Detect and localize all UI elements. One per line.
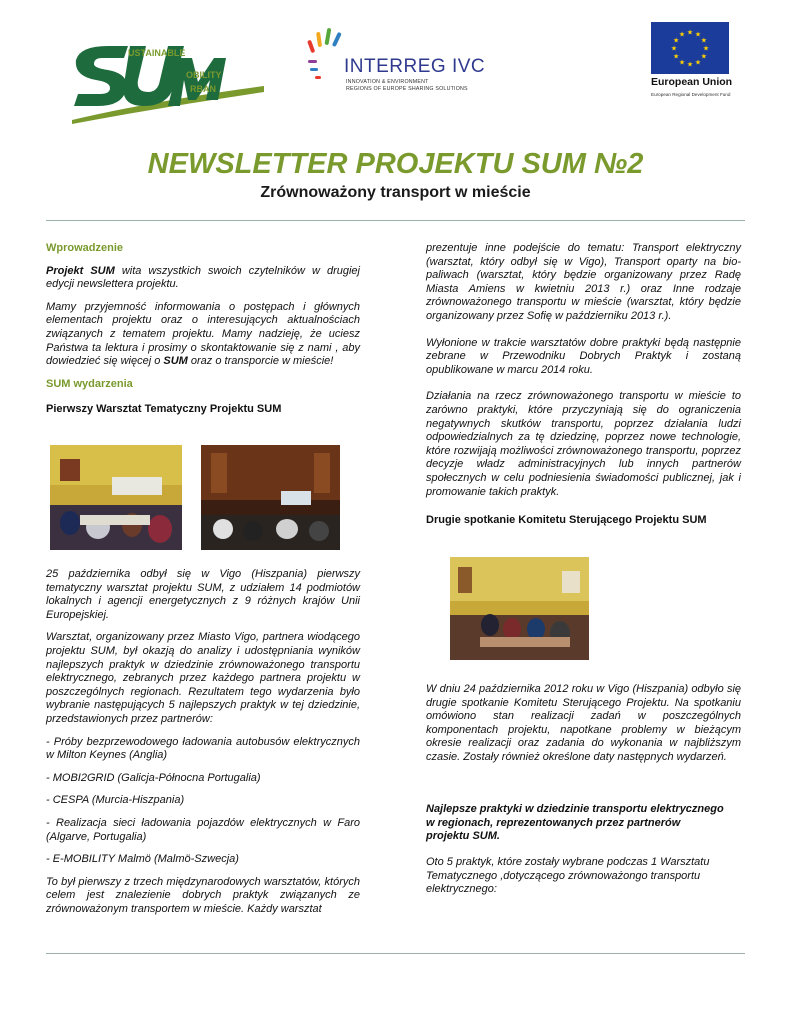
interreg-title: INTERREG IVC [344,56,486,77]
actions-paragraph: Działania na rzecz zrównoważonego transportu w mieście to zarówno praktyki, które przyczyniają się do ograniczenia negatywnych skutków transportu, poprzez działania ludzi odpowiedzialnych za tę dziedzinę, poprzez nowe technologie, które rozwijają możliwości zrównoważonego transportu, poprzez decyzje władz administracyjnych lub innych partnerów społecznych w celu podniesienia świadomości publicznej, jak i promowanie takich praktyk. [426,390,741,498]
eu-flag-icon [651,22,729,74]
eu-star-icon: ★ [673,53,680,61]
interreg-subtitle-1: INNOVATION & ENVIRONMENT [346,79,429,85]
eu-star-icon: ★ [700,37,707,45]
eu-star-icon: ★ [678,31,686,39]
five-practices-intro [426,856,756,897]
workshop-heading: Pierwszy Warsztat Tematyczny Projektu SUM [46,403,282,416]
intro-paragraph-2 [46,301,360,369]
best-practices-heading-line-1: Najlepsze praktyki w dziedzinie transportu elektrycznego [426,803,724,815]
left-column-bottom [46,568,360,925]
committee-heading: Drugie spotkanie Komitetu Sterującego Projektu SUM [426,514,707,526]
vigo-paragraph: 25 października odbył się w Vigo (Hiszpania) pierwszy tematyczny warsztat projektu SUM, z udziałem 14 podmiotów lokalnych i agencji energetycznych z 9 różnych krajów Unii Europejskiej. [46,568,360,621]
eu-star-icon: ★ [686,29,694,37]
workshop-photo-2 [201,445,340,550]
five-practices-line-3: elektrycznego: [426,883,497,896]
eu-star-icon: ★ [694,59,702,67]
eu-logo [651,22,731,100]
continuation-paragraph: prezentuje inne podejście do tematu: Transport elektryczny (warsztat, który odbył się w Vigo), Transport oparty na bio-paliwach (warsztat, który będzie organizowany przez Radę Miasta Amiens w kwietniu 2013 r.) oraz Inne rodzaje zrównoważonego transportu w mieście (warsztat, który będzie organizowany przez Sofię w październiku 2013 r.). [426,242,741,322]
first-workshop-paragraph: To był pierwszy z trzech międzynarodowych warsztatów, których celem jest znalezienie dobrych praktyk związanych ze zrównoważonym transportem w mieście. Każdy warsztat [46,875,360,915]
eu-star-icon: ★ [694,31,702,39]
eu-name: European Union [651,76,733,88]
best-practices-heading [426,803,756,844]
right-column-top [426,242,741,508]
sum-logo [68,40,268,124]
eu-star-icon: ★ [686,61,694,69]
eu-star-icon: ★ [678,59,686,67]
practice-item-1: - Próby bezprzewodowego ładowania autobusów elektrycznych w Milton Keynes (Anglia) [46,735,360,762]
intro-p2-text-a: Mamy przyjemność informowania o postępach i głównych elementach projektu oraz o interesujących aktualnościach związanych z tematem projektu. Mamy nadzieję, że uciesz Państwa ta lektura i prosimy o skontaktowanie się z nami , aby dowiedzieć się więcej o [46,300,360,368]
workshop-paragraph: Warsztat, organizowany przez Miasto Vigo, partnera wiodącego projektu SUM, był okazją do analizy i udostępniania wyników najlepszych praktyk w dziedzinie zrównoważonego transportu elektrycznego, zebranych przez każdego partnera projektu w poszczególnych regionach. Rezultatem tego wydarzenia było wybranie następujących 5 najlepszych praktyk w tej dziedzinie, przedstawionych przez partnerów: [46,631,360,725]
events-heading: SUM wydarzenia [46,377,133,390]
sum-logo-mobility: OBILITY [186,70,222,80]
intro-p1-text: wita wszystkich swoich czytelników w drugiej edycji newslettera projektu. [46,264,360,291]
interreg-subtitle-2: REGIONS OF EUROPE SHARING SOLUTIONS [346,86,468,92]
committee-paragraph: W dniu 24 października 2012 roku w Vigo (Hiszpania) odbyło się drugie spotkanie Komitetu Sterującego Projektu. Na spotkaniu omówiono stan realizacji zadań w poszczególnych komponentach projektu, napotkane problemy w bieżącym okresie realizacji oraz zadania do wykonania w najbliższym czasie. Zostały również określone daty następnych wydarzeń. [426,683,741,763]
best-practices-heading-line-2: w regionach, reprezentowanych przez partnerów [426,816,681,829]
selected-practices-paragraph: Wyłonione w trakcie warsztatów dobre praktyki będą następnie zebrane w Przewodniku Dobrych Praktyk i zostaną opublikowane w marcu 2014 roku. [426,336,741,376]
intro-paragraph-1 [46,265,360,292]
right-column-bottom [426,683,741,774]
sum-logo-urban: RBAN [190,84,216,94]
eu-star-icon: ★ [673,37,680,45]
sum-logo-sustainable: USTAINABLE [128,48,186,58]
committee-photo [450,557,589,660]
intro-heading: Wprowadzenie [46,242,124,254]
page-title: NEWSLETTER PROJEKTU SUM №2 [147,148,644,180]
practice-item-2: - MOBI2GRID (Galicja-Północna Portugalia) [46,771,261,784]
practice-item-4: - Realizacja sieci ładowania pojazdów elektrycznych w Faro (Algarve, Portugalia) [46,816,360,843]
five-practices-line-1: Oto 5 praktyk, które zostały wybrane podczas 1 Warsztatu [426,856,710,868]
five-practices-line-2: Tematycznego ,dotyczącego zrównoważongo transportu [426,869,701,882]
intro-p2-text-b: oraz o transporcie w mieście! [187,355,334,368]
page-subtitle: Zrównoważony transport w mieście [260,184,531,201]
intro-p2-sum: SUM [163,355,188,368]
bottom-divider [46,953,745,954]
eu-fund-text: European Regional Development Fund [651,92,731,97]
left-column-top [46,242,360,426]
best-practices-heading-line-3: projektu SUM. [426,830,500,843]
practice-item-5: - E-MOBILITY Malmö (Malmö-Szwecja) [46,853,239,866]
interreg-logo [306,26,491,92]
intro-project-sum: Projekt SUM [46,264,115,277]
eu-star-icon: ★ [670,45,678,53]
eu-star-icon: ★ [700,53,707,61]
eu-star-icon: ★ [702,45,710,53]
workshop-photo-1 [50,445,182,550]
top-divider [46,220,745,221]
practice-item-3: - CESPA (Murcia-Hiszpania) [46,794,185,807]
